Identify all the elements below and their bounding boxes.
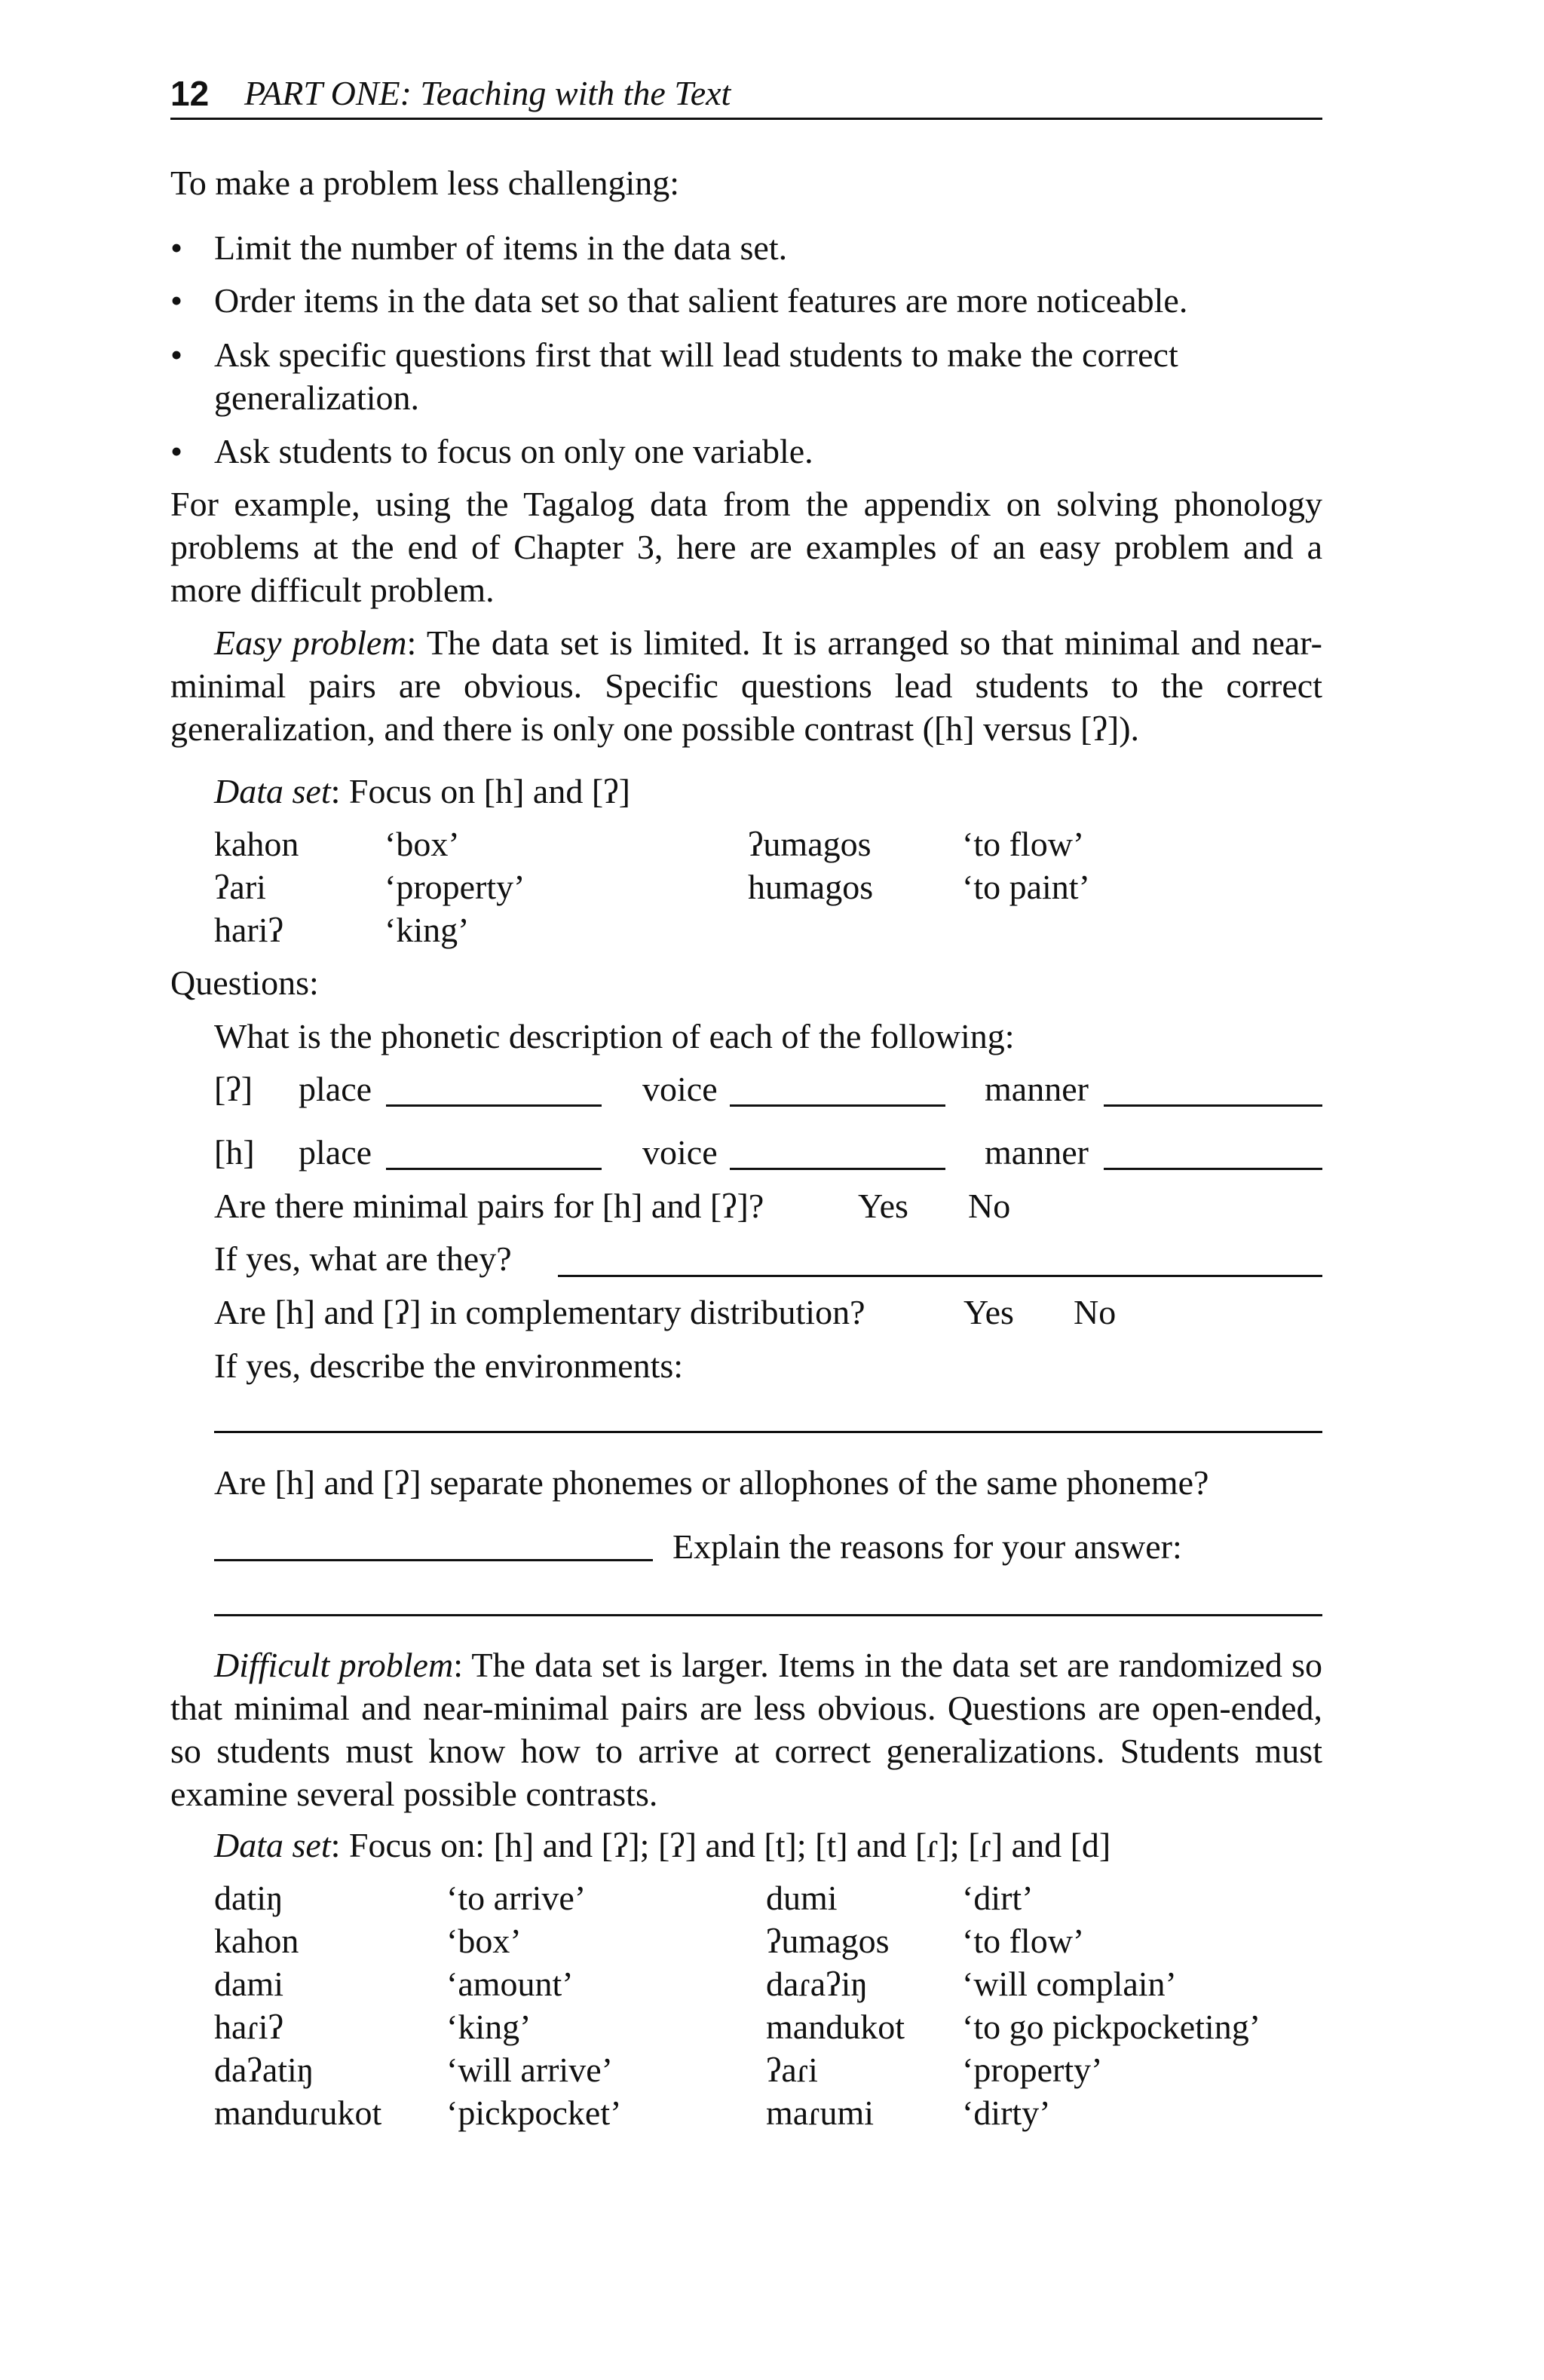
data-gloss: ‘king’ [446, 2008, 532, 2046]
data-gloss: ‘will complain’ [962, 1965, 1177, 2003]
voice-blank[interactable] [730, 1104, 945, 1107]
question-minimal-pairs: Are there minimal pairs for [h] and [ʔ]? [214, 1187, 764, 1225]
easy-problem-paragraph: Easy problem: The data set is limited. It is arranged so that minimal and near-minimal pairs are obvious. Specific questions lead students to the correct generalization, and there is only one possible contrast ([h] versus [ʔ]). [170, 623, 1323, 748]
bullet-icon: • [170, 281, 183, 320]
easy-problem-label: Easy problem [214, 623, 407, 662]
data-word: kahon [214, 1922, 299, 1960]
difficult-problem-label: Difficult problem [214, 1646, 454, 1684]
place-blank[interactable] [386, 1104, 602, 1107]
bullet-item: • Limit the number of items in the data set. [170, 226, 1322, 269]
data-word: ʔumagos [748, 825, 872, 863]
data-word: kahon [214, 825, 299, 863]
manner-blank[interactable] [1104, 1168, 1322, 1170]
question-if-yes: If yes, what are they? [214, 1239, 512, 1278]
bullet-item: • Ask specific questions first that will lead students to make the correct generalization. [170, 333, 1322, 419]
question-complementary: Are [h] and [ʔ] in complementary distribution? [214, 1293, 865, 1331]
voice-label: voice [642, 1070, 718, 1108]
sound-h: [h] [214, 1133, 255, 1172]
intro-text: To make a problem less challenging: [170, 164, 680, 202]
question-phonetic: What is the phonetic description of each of the following: [214, 1017, 1015, 1055]
data-word: daʔatiŋ [214, 2051, 314, 2089]
difficult-dataset-heading: Data set: Focus on: [h] and [ʔ]; [ʔ] and [t]; [t] and [ɾ]; [ɾ] and [d] [214, 1826, 1111, 1864]
data-gloss: ‘to flow’ [962, 825, 1085, 863]
data-word: maɾumi [766, 2094, 875, 2132]
bullet-icon: • [170, 432, 183, 470]
data-word: daɾaʔiŋ [766, 1965, 868, 2003]
phoneme-answer-blank[interactable] [214, 1559, 653, 1561]
data-word: manduɾukot [214, 2094, 382, 2132]
data-gloss: ‘to flow’ [962, 1922, 1085, 1960]
data-word: ʔari [214, 868, 266, 906]
data-word: hariʔ [214, 911, 283, 949]
running-title: PART ONE: Teaching with the Text [244, 74, 731, 112]
data-gloss: ‘to arrive’ [446, 1879, 587, 1917]
difficult-problem-paragraph: Difficult problem: The data set is larger. Items in the data set are randomized so that minimal and near-minimal pairs are less obvious. Questions are open-ended, so students must know how to arrive at correct generalizations. Students must examine several possible contrasts. [170, 1646, 1322, 1813]
data-gloss: ‘box’ [384, 825, 460, 863]
data-word: humagos [748, 868, 874, 906]
bullet-icon: • [170, 228, 183, 267]
data-gloss: ‘king’ [384, 911, 470, 949]
data-word: dumi [766, 1879, 838, 1917]
data-word: dami [214, 1965, 283, 2003]
no-option[interactable]: No [1074, 1293, 1117, 1331]
place-label: place [299, 1070, 372, 1108]
data-word: ʔaɾi [766, 2051, 818, 2089]
no-option[interactable]: No [968, 1187, 1011, 1225]
bullet-icon: • [170, 335, 183, 374]
manner-blank[interactable] [1104, 1104, 1322, 1107]
environments-blank[interactable] [214, 1431, 1322, 1433]
data-word: haɾiʔ [214, 2008, 283, 2046]
example-paragraph: For example, using the Tagalog data from the appendix on solving phonology problems at the end of Chapter 3, here are examples of an easy problem and a more difficult problem. [170, 485, 1322, 609]
bullet-item: • Order items in the data set so that salient features are more noticeable. [170, 279, 1322, 322]
data-word: ʔumagos [766, 1922, 890, 1960]
voice-blank[interactable] [730, 1168, 945, 1170]
data-word: mandukot [766, 2008, 905, 2046]
data-gloss: ‘box’ [446, 1922, 522, 1960]
data-gloss: ‘property’ [962, 2051, 1103, 2089]
running-header [170, 69, 1322, 120]
data-gloss: ‘property’ [384, 868, 525, 906]
data-gloss: ‘to go pickpocketing’ [962, 2008, 1261, 2046]
manner-label: manner [985, 1133, 1089, 1172]
data-gloss: ‘amount’ [446, 1965, 574, 2003]
question-environments: If yes, describe the environments: [214, 1346, 684, 1385]
bullet-item: • Ask students to focus on only one variable. [170, 430, 1322, 473]
yes-option[interactable]: Yes [963, 1293, 1014, 1331]
data-gloss: ‘dirty’ [962, 2094, 1051, 2132]
question-explain: Explain the reasons for your answer: [672, 1527, 1182, 1566]
data-gloss: ‘pickpocket’ [446, 2094, 622, 2132]
data-gloss: ‘will arrive’ [446, 2051, 613, 2089]
minimal-pairs-blank[interactable] [558, 1275, 1322, 1277]
place-blank[interactable] [386, 1168, 602, 1170]
data-gloss: ‘to paint’ [962, 868, 1090, 906]
easy-dataset-heading: Data set: Focus on [h] and [ʔ] [214, 772, 630, 810]
place-label: place [299, 1133, 372, 1172]
question-phonemes: Are [h] and [ʔ] separate phonemes or allophones of the same phoneme? [214, 1463, 1209, 1502]
data-word: datiŋ [214, 1879, 283, 1917]
yes-option[interactable]: Yes [858, 1187, 908, 1225]
data-gloss: ‘dirt’ [962, 1879, 1034, 1917]
voice-label: voice [642, 1133, 718, 1172]
manner-label: manner [985, 1070, 1089, 1108]
questions-heading: Questions: [170, 963, 319, 1002]
sound-glottal-stop: [ʔ] [214, 1070, 253, 1108]
explain-blank[interactable] [214, 1614, 1322, 1616]
page-number: 12 [170, 74, 210, 113]
